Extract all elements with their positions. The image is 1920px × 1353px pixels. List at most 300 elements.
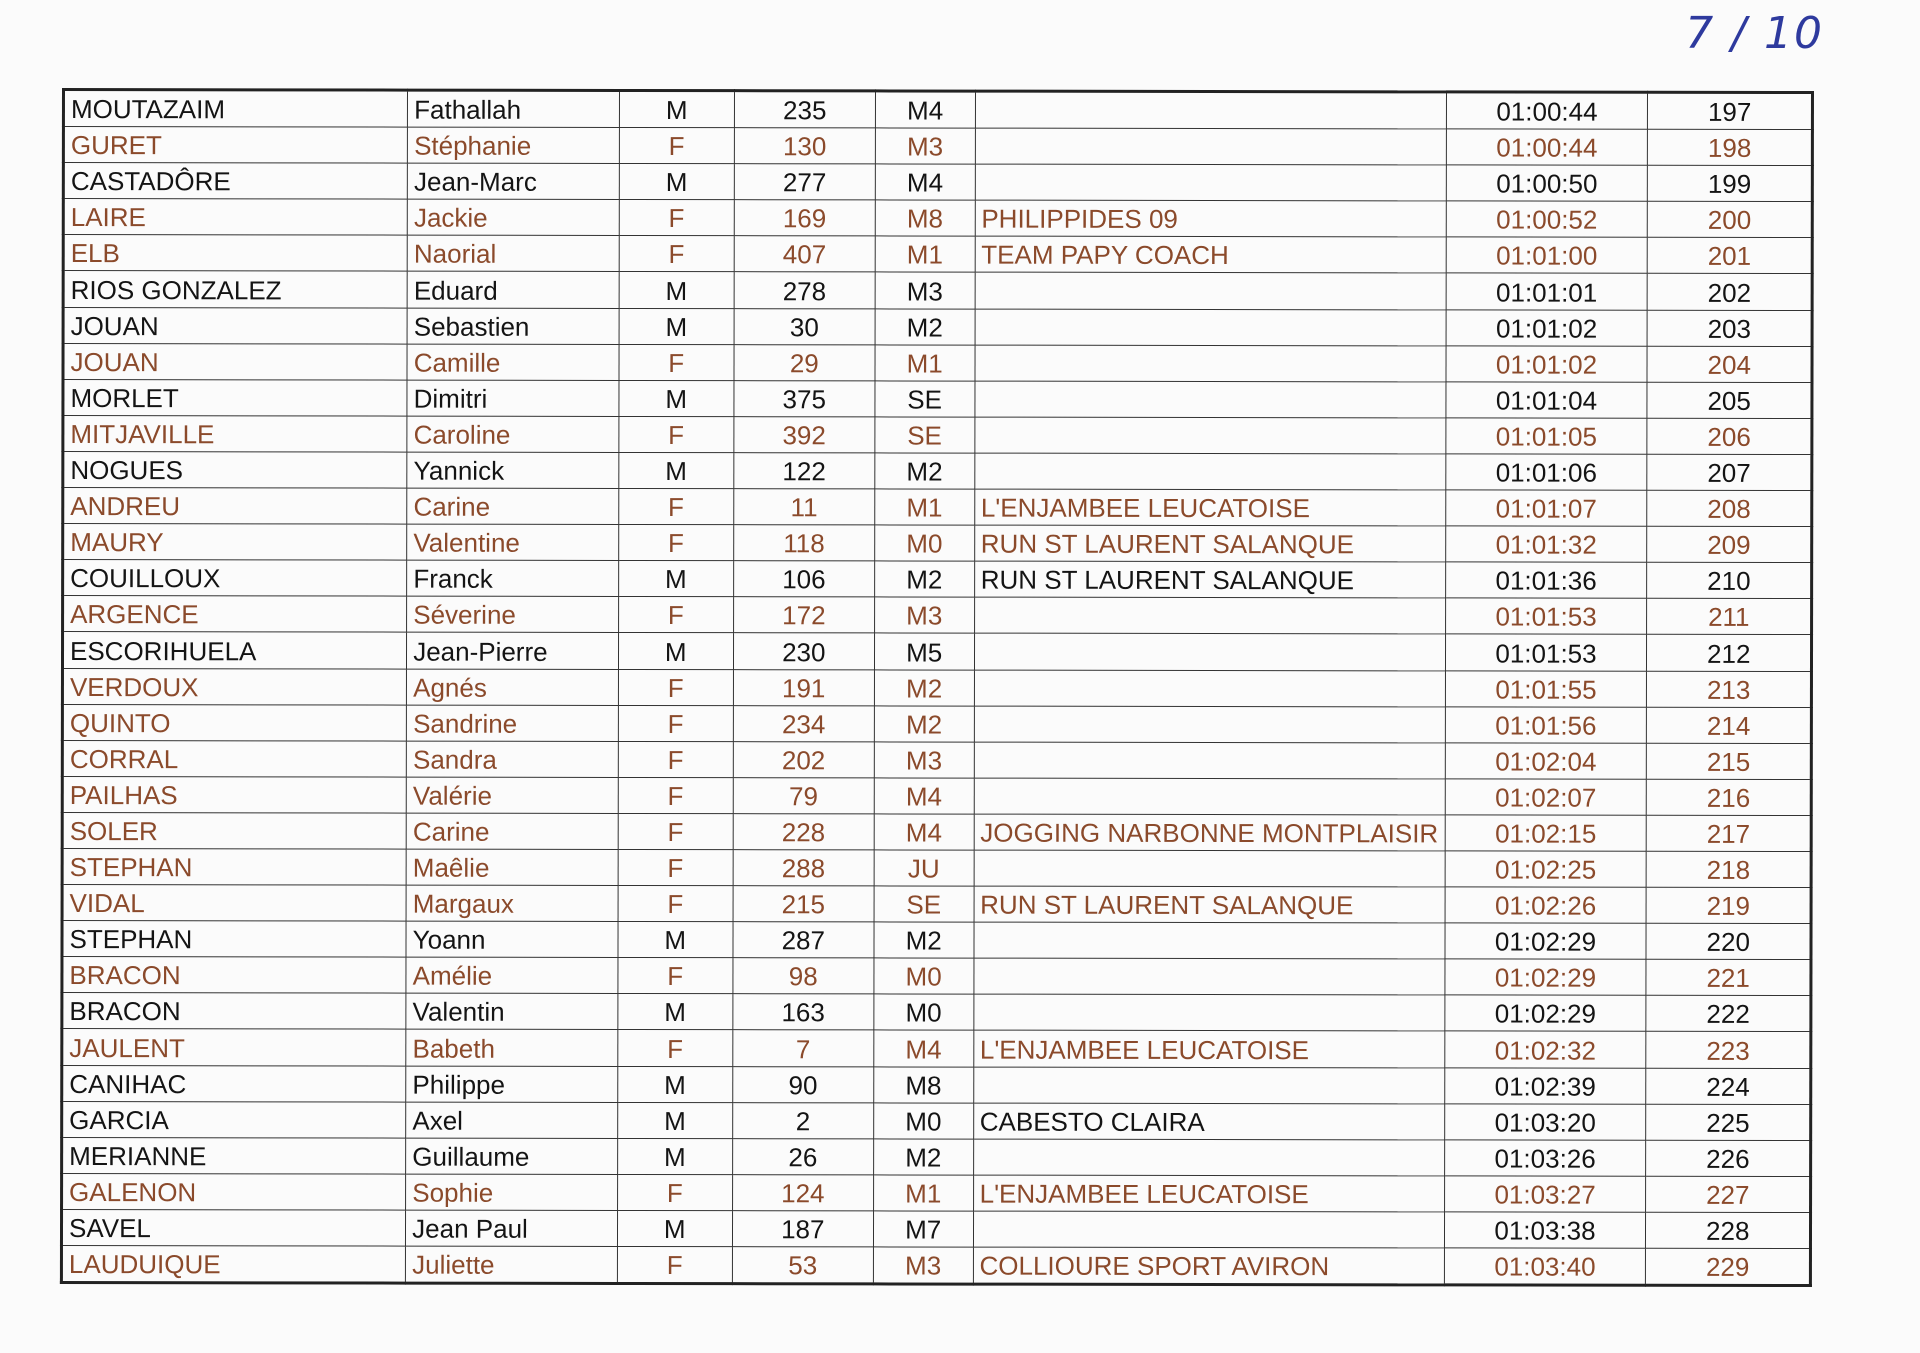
category-cell: SE (875, 417, 975, 453)
club-cell (974, 850, 1445, 887)
category-cell: SE (874, 886, 974, 922)
table-row (62, 1029, 1811, 1068)
finish-time-cell: 01:01:53 (1445, 598, 1647, 634)
rank-cell: 226 (1646, 1140, 1811, 1176)
last-name-cell: PAILHAS (62, 776, 406, 813)
rank-cell: 202 (1648, 274, 1813, 310)
club-cell (974, 417, 1445, 454)
first-name-cell: Jean-Marc (407, 163, 619, 199)
finish-time-cell: 01:03:20 (1444, 1104, 1646, 1140)
sex-cell: M (618, 633, 733, 669)
category-cell: M3 (873, 1247, 973, 1284)
category-cell: M0 (874, 958, 974, 994)
table-row (61, 1209, 1810, 1248)
finish-time-cell: 01:02:29 (1444, 959, 1646, 995)
category-cell: M8 (875, 200, 975, 236)
last-name-cell: SAVEL (61, 1209, 405, 1246)
category-cell: M2 (875, 308, 975, 344)
first-name-cell: Yoann (406, 921, 618, 957)
first-name-cell: Jean-Pierre (407, 633, 619, 669)
table-row (62, 704, 1811, 743)
finish-time-cell: 01:01:53 (1445, 634, 1647, 670)
sex-cell: F (618, 741, 733, 777)
rank-cell: 200 (1648, 202, 1813, 238)
last-name-cell: NOGUES (63, 451, 407, 488)
last-name-cell: VERDOUX (62, 668, 406, 705)
page-number: 7 / 10 (1685, 8, 1824, 59)
last-name-cell: CASTADÔRE (63, 163, 407, 200)
finish-time-cell: 01:02:29 (1445, 923, 1647, 959)
bib-number-cell: 124 (732, 1174, 873, 1210)
table-row (62, 1065, 1811, 1104)
table-row (62, 776, 1811, 815)
finish-time-cell: 01:01:06 (1445, 454, 1647, 490)
last-name-cell: ARGENCE (63, 596, 407, 633)
sex-cell: F (618, 849, 733, 885)
finish-time-cell: 01:00:44 (1446, 129, 1648, 165)
first-name-cell: Séverine (407, 596, 619, 632)
bib-number-cell: 234 (733, 705, 874, 741)
first-name-cell: Yannick (407, 452, 619, 488)
club-cell (975, 128, 1446, 165)
category-cell: M2 (874, 922, 974, 958)
rank-cell: 211 (1647, 599, 1812, 635)
last-name-cell: MORLET (63, 379, 407, 416)
bib-number-cell: 392 (734, 417, 875, 453)
sex-cell: M (618, 561, 733, 597)
table-row (62, 957, 1811, 996)
club-cell: PHILIPPIDES 09 (975, 200, 1446, 237)
sex-cell: M (619, 308, 734, 344)
rank-cell: 197 (1648, 92, 1813, 129)
first-name-cell: Stéphanie (408, 127, 620, 163)
club-cell (974, 742, 1445, 779)
rank-cell: 198 (1648, 129, 1813, 165)
first-name-cell: Franck (407, 560, 619, 596)
rank-cell: 214 (1647, 707, 1812, 743)
finish-time-cell: 01:03:40 (1444, 1248, 1646, 1285)
bib-number-cell: 53 (732, 1247, 873, 1284)
table-row (63, 127, 1812, 166)
club-cell: RUN ST LAURENT SALANQUE (974, 525, 1445, 562)
rank-cell: 229 (1646, 1248, 1811, 1285)
club-cell (974, 922, 1445, 959)
last-name-cell: GARCIA (62, 1101, 406, 1138)
bib-number-cell: 191 (733, 669, 874, 705)
rank-cell: 204 (1647, 346, 1812, 382)
bib-number-cell: 287 (733, 922, 874, 958)
last-name-cell: JAULENT (62, 1029, 406, 1066)
category-cell: M1 (873, 1175, 973, 1211)
first-name-cell: Amélie (406, 957, 618, 993)
table-row (62, 1173, 1811, 1212)
rank-cell: 220 (1646, 923, 1811, 959)
last-name-cell: MAURY (63, 524, 407, 561)
bib-number-cell: 2 (732, 1102, 873, 1138)
club-cell: RUN ST LAURENT SALANQUE (974, 886, 1445, 923)
last-name-cell: CANIHAC (62, 1065, 406, 1102)
table-row (62, 812, 1811, 851)
club-cell (974, 633, 1445, 670)
bib-number-cell: 235 (734, 91, 875, 128)
club-cell (975, 273, 1446, 310)
club-cell (974, 778, 1445, 815)
bib-number-cell: 130 (734, 128, 875, 164)
club-cell (974, 597, 1445, 634)
category-cell: M5 (874, 633, 974, 669)
table-row (62, 1137, 1811, 1176)
table-row (63, 524, 1812, 563)
rank-cell: 206 (1647, 418, 1812, 454)
rank-cell: 213 (1647, 671, 1812, 707)
bib-number-cell: 169 (734, 200, 875, 236)
finish-time-cell: 01:01:02 (1446, 346, 1648, 382)
bib-number-cell: 277 (734, 164, 875, 200)
last-name-cell: CORRAL (62, 740, 406, 777)
rank-cell: 201 (1648, 238, 1813, 274)
category-cell: M3 (874, 742, 974, 778)
bib-number-cell: 202 (733, 741, 874, 777)
last-name-cell: MITJAVILLE (63, 415, 407, 452)
finish-time-cell: 01:01:56 (1445, 707, 1647, 743)
first-name-cell: Sandra (406, 741, 618, 777)
club-cell: TEAM PAPY COACH (975, 236, 1446, 273)
club-cell (974, 670, 1445, 707)
sex-cell: F (617, 1246, 732, 1283)
first-name-cell: Agnés (407, 669, 619, 705)
table-row (63, 560, 1812, 599)
sex-cell: F (618, 597, 733, 633)
rank-cell: 205 (1647, 382, 1812, 418)
first-name-cell: Dimitri (407, 380, 619, 416)
table-row (61, 1246, 1810, 1286)
category-cell: M8 (874, 1066, 974, 1102)
last-name-cell: RIOS GONZALEZ (63, 271, 407, 308)
bib-number-cell: 172 (733, 597, 874, 633)
category-cell: M2 (874, 706, 974, 742)
rank-cell: 209 (1647, 526, 1812, 562)
rank-cell: 224 (1646, 1068, 1811, 1104)
club-cell (974, 453, 1445, 490)
category-cell: M4 (874, 1030, 974, 1066)
club-cell: RUN ST LAURENT SALANQUE (974, 561, 1445, 598)
finish-time-cell: 01:03:26 (1444, 1140, 1646, 1176)
sex-cell: F (618, 669, 733, 705)
first-name-cell: Valentine (407, 524, 619, 560)
sex-cell: M (619, 380, 734, 416)
finish-time-cell: 01:02:32 (1444, 1031, 1646, 1067)
sex-cell: F (617, 1030, 732, 1066)
sex-cell: F (619, 200, 734, 236)
finish-time-cell: 01:00:52 (1446, 201, 1648, 237)
category-cell: M4 (875, 91, 975, 128)
bib-number-cell: 187 (732, 1211, 873, 1247)
bib-number-cell: 7 (733, 1030, 874, 1066)
last-name-cell: VIDAL (62, 885, 406, 922)
table-row (62, 993, 1811, 1032)
table-row (63, 90, 1812, 130)
last-name-cell: SOLER (62, 812, 406, 849)
results-table (60, 88, 1814, 1287)
finish-time-cell: 01:00:50 (1446, 165, 1648, 201)
bib-number-cell: 215 (733, 886, 874, 922)
finish-time-cell: 01:01:01 (1446, 273, 1648, 309)
club-cell: L'ENJAMBEE LEUCATOISE (973, 1031, 1444, 1068)
bib-number-cell: 29 (734, 344, 875, 380)
rank-cell: 222 (1646, 996, 1811, 1032)
category-cell: M0 (873, 1103, 973, 1139)
first-name-cell: Sebastien (407, 308, 619, 344)
last-name-cell: LAIRE (63, 199, 407, 236)
table-row (63, 163, 1812, 202)
bib-number-cell: 163 (733, 994, 874, 1030)
finish-time-cell: 01:02:04 (1445, 743, 1647, 779)
last-name-cell: STEPHAN (62, 848, 406, 885)
club-cell: L'ENJAMBEE LEUCATOISE (973, 1175, 1444, 1212)
first-name-cell: Fathallah (408, 90, 620, 127)
table-row (63, 488, 1812, 527)
club-cell (975, 309, 1446, 346)
finish-time-cell: 01:00:44 (1446, 92, 1648, 129)
last-name-cell: BRACON (62, 993, 406, 1030)
sex-cell: F (618, 958, 733, 994)
bib-number-cell: 90 (733, 1066, 874, 1102)
sex-cell: F (619, 236, 734, 272)
table-row (62, 921, 1811, 960)
bib-number-cell: 230 (733, 633, 874, 669)
rank-cell: 203 (1648, 310, 1813, 346)
first-name-cell: Camille (407, 344, 619, 380)
first-name-cell: Valentin (406, 993, 618, 1029)
category-cell: JU (874, 850, 974, 886)
bib-number-cell: 26 (732, 1138, 873, 1174)
sex-cell: F (618, 886, 733, 922)
bib-number-cell: 11 (734, 489, 875, 525)
sex-cell: F (619, 344, 734, 380)
finish-time-cell: 01:01:07 (1445, 490, 1647, 526)
sex-cell: M (618, 452, 733, 488)
finish-time-cell: 01:01:00 (1446, 237, 1648, 273)
category-cell: M1 (875, 236, 975, 272)
finish-time-cell: 01:03:38 (1444, 1212, 1646, 1248)
table-row (62, 1101, 1811, 1140)
rank-cell: 223 (1646, 1032, 1811, 1068)
rank-cell: 219 (1647, 887, 1812, 923)
club-cell (973, 1067, 1444, 1104)
table-row (63, 343, 1812, 382)
category-cell: M0 (874, 525, 974, 561)
rank-cell: 221 (1646, 960, 1811, 996)
sex-cell: M (619, 164, 734, 200)
category-cell: M2 (873, 1139, 973, 1175)
last-name-cell: MOUTAZAIM (63, 90, 407, 128)
finish-time-cell: 01:01:04 (1445, 382, 1647, 418)
sex-cell: F (618, 525, 733, 561)
first-name-cell: Philippe (406, 1066, 618, 1102)
category-cell: M7 (873, 1211, 973, 1247)
last-name-cell: JOUAN (63, 307, 407, 344)
bib-number-cell: 375 (734, 380, 875, 416)
finish-time-cell: 01:02:15 (1445, 815, 1647, 851)
bib-number-cell: 79 (733, 777, 874, 813)
first-name-cell: Eduard (407, 272, 619, 308)
rank-cell: 208 (1647, 490, 1812, 526)
last-name-cell: JOUAN (63, 343, 407, 380)
first-name-cell: Jackie (407, 199, 619, 235)
rank-cell: 210 (1647, 562, 1812, 598)
first-name-cell: Maêlie (406, 849, 618, 885)
category-cell: M3 (874, 597, 974, 633)
last-name-cell: ELB (63, 235, 407, 272)
first-name-cell: Babeth (406, 1030, 618, 1066)
bib-number-cell: 122 (734, 453, 875, 489)
finish-time-cell: 01:01:36 (1445, 562, 1647, 598)
table-row (62, 885, 1811, 924)
finish-time-cell: 01:03:27 (1444, 1176, 1646, 1212)
category-cell: M1 (875, 489, 975, 525)
last-name-cell: MERIANNE (62, 1137, 406, 1174)
last-name-cell: STEPHAN (62, 921, 406, 958)
last-name-cell: ANDREU (63, 488, 407, 525)
club-cell (975, 345, 1446, 382)
finish-time-cell: 01:02:29 (1444, 995, 1646, 1031)
table-row (62, 668, 1811, 707)
first-name-cell: Axel (406, 1102, 618, 1138)
finish-time-cell: 01:01:02 (1446, 309, 1648, 345)
first-name-cell: Carine (406, 813, 618, 849)
table-row (63, 199, 1812, 238)
first-name-cell: Valérie (406, 777, 618, 813)
sex-cell: F (618, 777, 733, 813)
sex-cell: M (619, 272, 734, 308)
category-cell: M0 (874, 994, 974, 1030)
table-row (63, 307, 1812, 346)
last-name-cell: ESCORIHUELA (62, 632, 406, 669)
last-name-cell: GALENON (62, 1173, 406, 1210)
finish-time-cell: 01:01:55 (1445, 670, 1647, 706)
first-name-cell: Carine (407, 488, 619, 524)
category-cell: M1 (875, 345, 975, 381)
sex-cell: M (617, 1102, 732, 1138)
last-name-cell: BRACON (62, 957, 406, 994)
table-row (62, 632, 1811, 671)
bib-number-cell: 228 (733, 814, 874, 850)
category-cell: SE (875, 381, 975, 417)
first-name-cell: Juliette (406, 1246, 618, 1283)
table-row (63, 235, 1812, 274)
rank-cell: 216 (1647, 779, 1812, 815)
bib-number-cell: 407 (734, 236, 875, 272)
last-name-cell: LAUDUIQUE (61, 1246, 405, 1284)
rank-cell: 225 (1646, 1104, 1811, 1140)
rank-cell: 217 (1647, 815, 1812, 851)
club-cell: L'ENJAMBEE LEUCATOISE (974, 489, 1445, 526)
sex-cell: M (617, 1138, 732, 1174)
sex-cell: M (619, 90, 734, 127)
rank-cell: 207 (1647, 454, 1812, 490)
finish-time-cell: 01:02:25 (1445, 851, 1647, 887)
finish-time-cell: 01:02:39 (1444, 1067, 1646, 1103)
table-row (63, 451, 1812, 490)
bib-number-cell: 278 (734, 272, 875, 308)
club-cell (973, 1211, 1444, 1248)
bib-number-cell: 106 (733, 561, 874, 597)
club-cell: JOGGING NARBONNE MONTPLAISIR (974, 814, 1445, 851)
club-cell: COLLIOURE SPORT AVIRON (973, 1247, 1444, 1285)
sex-cell: F (617, 1174, 732, 1210)
club-cell: CABESTO CLAIRA (973, 1103, 1444, 1140)
sex-cell: F (619, 416, 734, 452)
last-name-cell: GURET (63, 127, 407, 164)
bib-number-cell: 288 (733, 850, 874, 886)
sex-cell: M (617, 1210, 732, 1246)
last-name-cell: COUILLOUX (63, 560, 407, 597)
category-cell: M4 (875, 164, 975, 200)
club-cell (975, 91, 1446, 129)
club-cell (974, 706, 1445, 743)
category-cell: M2 (874, 669, 974, 705)
sex-cell: F (618, 705, 733, 741)
category-cell: M2 (875, 453, 975, 489)
rank-cell: 215 (1647, 743, 1812, 779)
table-row (63, 596, 1812, 635)
club-cell (973, 1139, 1444, 1176)
first-name-cell: Caroline (407, 416, 619, 452)
rank-cell: 228 (1646, 1212, 1811, 1248)
bib-number-cell: 30 (734, 308, 875, 344)
category-cell: M3 (875, 272, 975, 308)
category-cell: M3 (875, 128, 975, 164)
sex-cell: F (618, 813, 733, 849)
sex-cell: M (617, 1066, 732, 1102)
table-row (63, 271, 1812, 310)
first-name-cell: Sandrine (407, 705, 619, 741)
bib-number-cell: 98 (733, 958, 874, 994)
finish-time-cell: 01:01:05 (1445, 418, 1647, 454)
first-name-cell: Sophie (406, 1174, 618, 1210)
rank-cell: 199 (1648, 165, 1813, 201)
club-cell (973, 958, 1444, 995)
first-name-cell: Naorial (407, 235, 619, 271)
category-cell: M4 (874, 778, 974, 814)
first-name-cell: Margaux (406, 885, 618, 921)
last-name-cell: QUINTO (62, 704, 406, 741)
sex-cell: F (619, 128, 734, 164)
sex-cell: M (618, 922, 733, 958)
finish-time-cell: 01:02:26 (1445, 887, 1647, 923)
club-cell (973, 994, 1444, 1031)
category-cell: M4 (874, 814, 974, 850)
sex-cell: F (618, 489, 733, 525)
table-row (63, 379, 1812, 418)
rank-cell: 227 (1646, 1176, 1811, 1212)
table-row (62, 848, 1811, 887)
rank-cell: 212 (1647, 635, 1812, 671)
finish-time-cell: 01:02:07 (1445, 779, 1647, 815)
bib-number-cell: 118 (733, 525, 874, 561)
finish-time-cell: 01:01:32 (1445, 526, 1647, 562)
first-name-cell: Jean Paul (406, 1210, 618, 1246)
results-body (61, 90, 1812, 1286)
club-cell (975, 381, 1446, 418)
first-name-cell: Guillaume (406, 1138, 618, 1174)
table-row (63, 415, 1812, 454)
sex-cell: M (618, 994, 733, 1030)
table-row (62, 740, 1811, 779)
rank-cell: 218 (1647, 851, 1812, 887)
category-cell: M2 (874, 561, 974, 597)
club-cell (975, 164, 1446, 201)
